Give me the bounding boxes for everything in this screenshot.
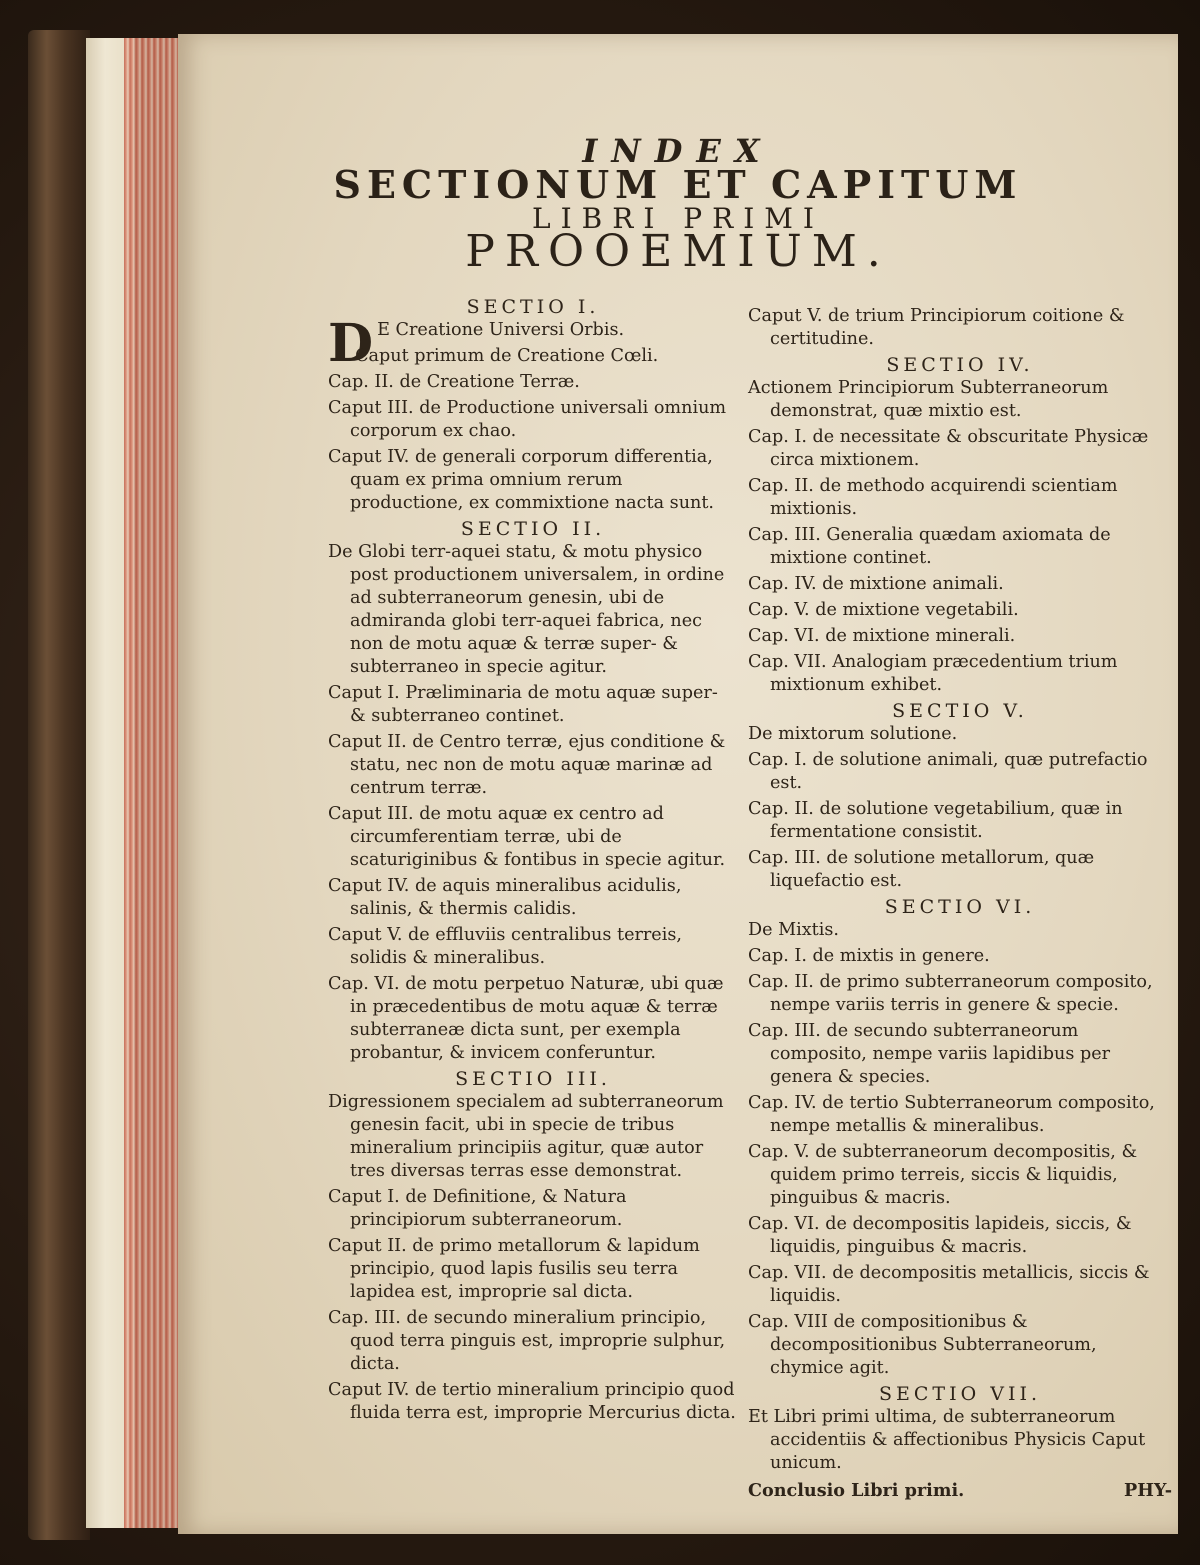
index-entry: Caput IV. de aquis mineralibus acidulis, salinis, & thermis calidis.	[328, 876, 682, 919]
index-entry: Caput V. de trium Principiorum coitione & certitudine.	[748, 306, 1125, 349]
drop-capital: D	[328, 313, 374, 374]
index-entry: Cap. II. de methodo acquirendi scientiam mixtionis.	[748, 476, 1118, 519]
page-edges	[124, 38, 184, 1528]
index-entry: Et Libri primi ultima, de subterraneorum accidentiis & affectionibus Physicis Caput unicum.	[748, 1407, 1146, 1473]
index-entry: Actionem Principiorum Subterraneorum demonstrat, quæ mixtio est.	[748, 378, 1109, 421]
heading-prooemium: PROOEMIUM.	[465, 226, 891, 277]
conclusio-line: Conclusio Libri primi.	[748, 1480, 965, 1501]
index-entry: Caput primum de Creatione Cœli.	[355, 346, 659, 366]
index-entry: Cap. III. de secundo mineralium principio, quod terra pinguis est, improprie sulphur, dicta.	[328, 1308, 726, 1374]
index-entry: Caput II. de Centro terræ, ejus conditione & statu, nec non de motu aquæ marinæ ad centrum terræ.	[328, 732, 726, 798]
section-heading: SECTIO VII.	[879, 1383, 1041, 1405]
index-entry: Cap. III. de solutione metallorum, quæ liquefactio est.	[748, 848, 1095, 891]
section-heading: SECTIO VI.	[884, 896, 1036, 918]
index-entry: De Globi terr-aquei statu, & motu physico post productionem universalem, in ordine ad subterraneorum genesin, ubi de admiranda globi terr-aquei fabrica, nec non de motu aquæ & terræ super- & subterraneo in specie agitur.	[328, 542, 725, 677]
index-entry: Caput III. de Productione universali omnium corporum ex chao.	[328, 398, 727, 441]
index-entry: Caput I. de Definitione, & Natura principiorum subterraneorum.	[328, 1187, 627, 1230]
right-column	[748, 305, 1172, 1502]
index-entry: Cap. III. Generalia quædam axiomata de mixtione continet.	[748, 525, 1111, 568]
index-entry: Cap. VI. de mixtione minerali.	[748, 626, 1016, 646]
index-entry: Cap. IV. de mixtione animali.	[748, 574, 1004, 594]
index-entry: Cap. I. de necessitate & obscuritate Physicæ circa mixtionem.	[748, 427, 1149, 470]
index-entry: Cap. VII. de decompositis metallicis, siccis & liquidis.	[748, 1263, 1150, 1306]
index-entry: Cap. I. de mixtis in genere.	[748, 946, 990, 966]
book-cover-edge	[28, 30, 90, 1540]
entry-text: E Creatione Universi Orbis.	[377, 320, 625, 340]
printed-page	[178, 34, 1178, 1534]
heading-sectionum: SECTIONUM ET CAPITUM	[333, 162, 1023, 207]
index-entry: Cap. V. de mixtione vegetabili.	[748, 600, 1019, 620]
section-heading: SECTIO IV.	[886, 354, 1034, 376]
section-heading: SECTIO I.	[466, 296, 600, 318]
index-entry: Cap. II. de primo subterraneorum composito, nempe variis terris in genere & specie.	[748, 972, 1153, 1015]
index-entry: Caput IV. de tertio mineralium principio quod fluida terra est, improprie Mercurius dicta.	[328, 1380, 736, 1423]
heading-index: INDEX	[582, 132, 774, 170]
index-entry: Caput IV. de generali corporum differentia, quam ex prima omnium rerum productione, ex commixtione nacta sunt.	[328, 447, 715, 513]
section-heading: SECTIO III.	[455, 1068, 611, 1090]
index-entry: Cap. VII. Analogiam præcedentium trium mixtionum exhibet.	[748, 652, 1118, 695]
index-entry: Cap. II. de Creatione Terræ.	[328, 372, 580, 392]
index-entry: Cap. III. de secundo subterraneorum composito, nempe variis lapidibus per genera & species.	[748, 1021, 1111, 1087]
index-entry: Cap. IV. de tertio Subterraneorum composito, nempe metallis & mineralibus.	[748, 1093, 1155, 1136]
catchword: PHY-	[1124, 1480, 1172, 1501]
index-entry: Caput II. de primo metallorum & lapidum principio, quod lapis fusilis seu terra lapidea est, improprie sal dicta.	[328, 1236, 700, 1302]
section-heading: SECTIO II.	[460, 518, 606, 540]
index-entry: Cap. VI. de decompositis lapideis, siccis, & liquidis, pinguibus & macris.	[748, 1214, 1132, 1257]
index-entry: Caput III. de motu aquæ ex centro ad circumferentiam terræ, ubi de scaturiginibus & fontibus in specie agitur.	[328, 804, 726, 870]
index-entry: Caput V. de effluviis centralibus terreis, solidis & mineralibus.	[328, 925, 682, 968]
page-footer	[748, 1479, 1172, 1502]
right-entries	[748, 305, 1172, 1475]
index-entry: Cap. II. de solutione vegetabilium, quæ in fermentatione consistit.	[748, 799, 1123, 842]
index-entry: Caput I. Præliminaria de motu aquæ super- & subterraneo continet.	[328, 683, 718, 726]
index-entry: Digressionem specialem ad subterraneorum genesin facit, ubi in specie de tribus mineralium principiis agitur, quæ autor tres diversas terras esse demonstrat.	[328, 1092, 724, 1181]
index-entry: Cap. I. de solutione animali, quæ putrefactio est.	[748, 750, 1148, 793]
index-entry: De mixtorum solutione.	[748, 724, 958, 744]
index-entry: De Mixtis.	[748, 920, 839, 940]
index-entry: Cap. VI. de motu perpetuo Naturæ, ubi quæ in præcedentibus de motu aquæ & terræ subterraneæ dicta sunt, per exempla probantur, & invicem conferuntur.	[328, 974, 724, 1063]
section-heading: SECTIO V.	[892, 700, 1028, 722]
index-entry: Cap. VIII de compositionibus & decompositionibus Subterraneorum, chymice agit.	[748, 1312, 1097, 1378]
heading-libri: LIBRI PRIMI	[532, 202, 824, 235]
index-entry: Cap. V. de subterraneorum decompositis, & quidem primo terreis, siccis & liquidis, pinguibus & macris.	[748, 1142, 1138, 1208]
left-column	[328, 296, 738, 1428]
